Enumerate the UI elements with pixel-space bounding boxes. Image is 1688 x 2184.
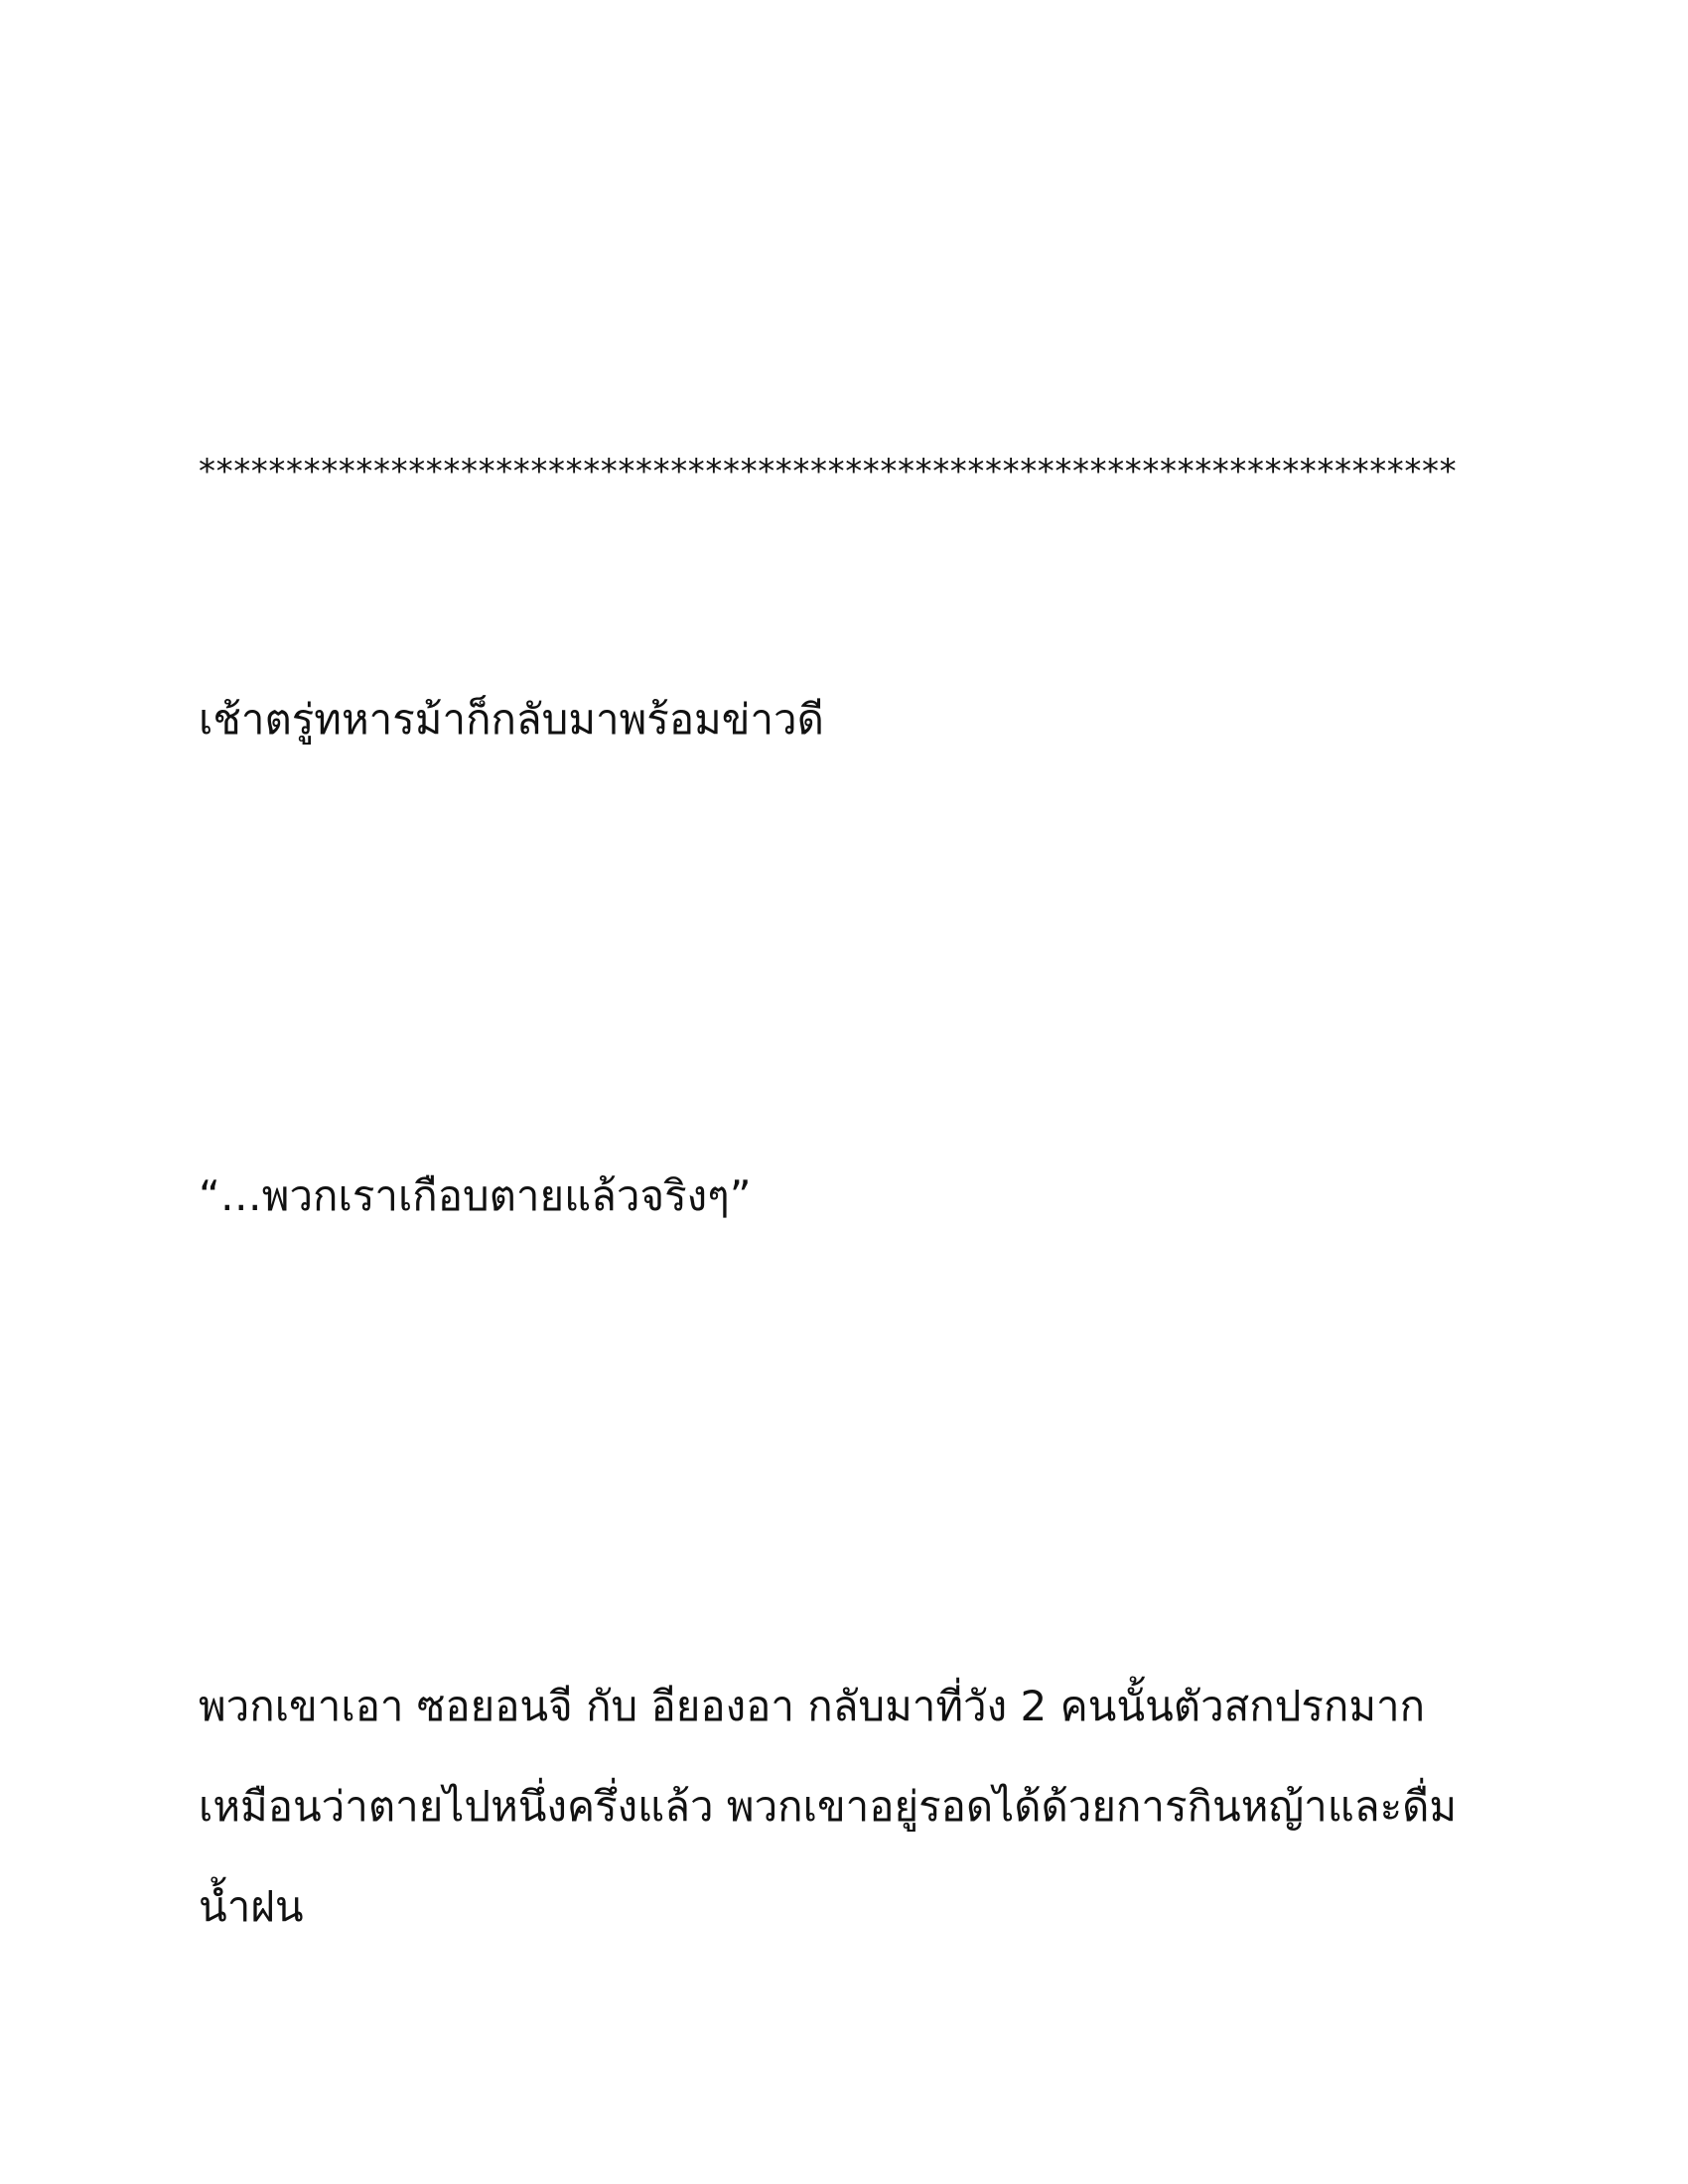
paragraph-quote: “…พวกเราเกือบตายแล้วจริงๆ” — [199, 1171, 752, 1220]
paragraph-return — [199, 1656, 1489, 1957]
paragraph-return-line: พวกเขาเอา ซอยอนจี กับ อียองอา กลับมาที่วัง 2 คนนั้นตัวสกปรกมาก — [199, 1682, 1426, 1730]
scene-divider: ************************************************************************ — [199, 452, 1458, 491]
paragraph-morning-news: เช้าตรู่ทหารม้าก็กลับมาพร้อมข่าวดี — [199, 695, 824, 744]
paragraph-return-line: น้ำฝน — [199, 1882, 304, 1931]
paragraph-return-line: เหมือนว่าตายไปหนึ่งครึ่งแล้ว พวกเขาอยู่รอดได้ด้วยการกินหญ้าและดื่ม — [199, 1782, 1458, 1831]
